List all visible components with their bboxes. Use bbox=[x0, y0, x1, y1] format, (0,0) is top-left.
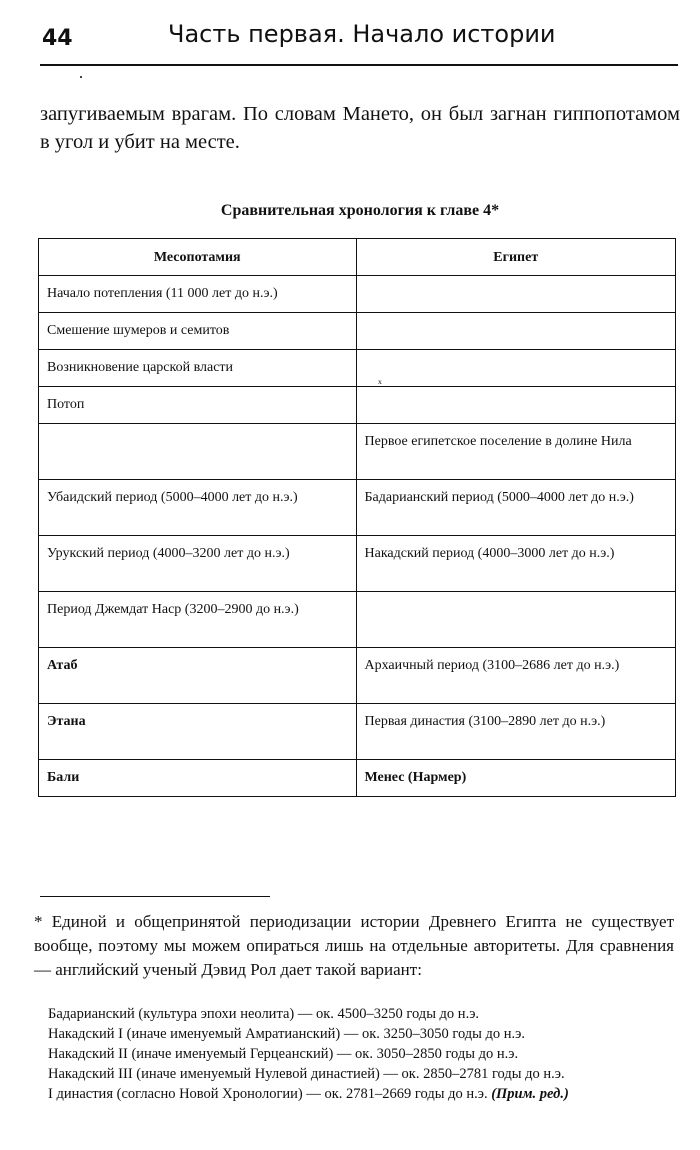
mesopotamia-cell: Смешение шумеров и семитов bbox=[39, 313, 357, 350]
footnote-line: Накадский III (иначе именуемый Нулевой династией) — ок. 2850–2781 годы до н.э. bbox=[48, 1066, 565, 1082]
stray-mark: ₓ bbox=[378, 371, 382, 386]
mesopotamia-cell: Начало потепления (11 000 лет до н.э.) bbox=[39, 276, 357, 313]
footnote-list bbox=[48, 1004, 680, 1104]
page-number: 44 bbox=[42, 26, 73, 51]
table-row bbox=[39, 350, 676, 387]
running-title: Часть первая. Начало истории bbox=[168, 20, 556, 48]
column-header-egypt: Египет bbox=[356, 239, 676, 276]
egypt-cell: Менес (Нармер) bbox=[356, 760, 676, 797]
table-row bbox=[39, 592, 676, 648]
mesopotamia-cell: Урукский период (4000–3200 лет до н.э.) bbox=[39, 536, 357, 592]
mesopotamia-cell: Этана bbox=[39, 704, 357, 760]
table-row bbox=[39, 313, 676, 350]
mesopotamia-cell: Период Джемдат Наср (3200–2900 до н.э.) bbox=[39, 592, 357, 648]
footnote-line-last bbox=[48, 1084, 680, 1104]
scan-speck bbox=[80, 76, 82, 78]
table-row bbox=[39, 648, 676, 704]
egypt-cell: Накадский период (4000–3000 лет до н.э.) bbox=[356, 536, 676, 592]
table-caption: Сравнительная хронология к главе 4* bbox=[220, 202, 500, 219]
egypt-cell bbox=[356, 592, 676, 648]
footnote-text: * Единой и общепринятой периодизации истории Древнего Египта не существует вообще, поэтому мы можем опираться лишь на отдельные авторитеты. Для сравнения — английский ученый Дэвид Рол дает такой вариант: bbox=[34, 912, 674, 979]
egypt-cell: Первое египетское поселение в долине Нила bbox=[356, 424, 676, 480]
table-row bbox=[39, 387, 676, 424]
footnote-line: Накадский I (иначе именуемый Амратианский) — ок. 3250–3050 годы до н.э. bbox=[48, 1026, 526, 1042]
column-header-mesopotamia: Месопотамия bbox=[39, 239, 357, 276]
mesopotamia-cell: Убаидский период (5000–4000 лет до н.э.) bbox=[39, 480, 357, 536]
egypt-cell: Архаичный период (3100–2686 лет до н.э.) bbox=[356, 648, 676, 704]
table-row bbox=[39, 536, 676, 592]
egypt-cell: Бадарианский период (5000–4000 лет до н.э.) bbox=[356, 480, 676, 536]
egypt-cell: Первая династия (3100–2890 лет до н.э.) bbox=[356, 704, 676, 760]
mesopotamia-cell: Бали bbox=[39, 760, 357, 797]
header-rule bbox=[40, 64, 678, 66]
egypt-cell bbox=[356, 387, 676, 424]
egypt-cell bbox=[356, 276, 676, 313]
body-paragraph: запугиваемым врагам. По словам Мането, он был загнан гиппопотамом в угол и убит на месте. bbox=[40, 103, 680, 153]
chronology-table bbox=[38, 238, 676, 797]
egypt-cell bbox=[356, 313, 676, 350]
footnote-line: Бадарианский (культура эпохи неолита) — ок. 4500–3250 годы до н.э. bbox=[48, 1006, 480, 1022]
footnote-rule bbox=[40, 896, 270, 897]
table-row bbox=[39, 760, 676, 797]
mesopotamia-cell bbox=[39, 424, 357, 480]
mesopotamia-cell: Потоп bbox=[39, 387, 357, 424]
editor-note: (Прим. ред.) bbox=[491, 1086, 569, 1102]
table-row bbox=[39, 276, 676, 313]
table-row bbox=[39, 424, 676, 480]
table-header-row bbox=[39, 239, 676, 276]
mesopotamia-cell: Возникновение царской власти bbox=[39, 350, 357, 387]
table-row bbox=[39, 704, 676, 760]
table-row bbox=[39, 480, 676, 536]
egypt-cell bbox=[356, 350, 676, 387]
footnote-line: I династия (согласно Новой Хронологии) — ок. 2781–2669 годы до н.э. bbox=[48, 1086, 488, 1102]
mesopotamia-cell: Атаб bbox=[39, 648, 357, 704]
footnote-line: Накадский II (иначе именуемый Герцеанский) — ок. 3050–2850 годы до н.э. bbox=[48, 1046, 519, 1062]
